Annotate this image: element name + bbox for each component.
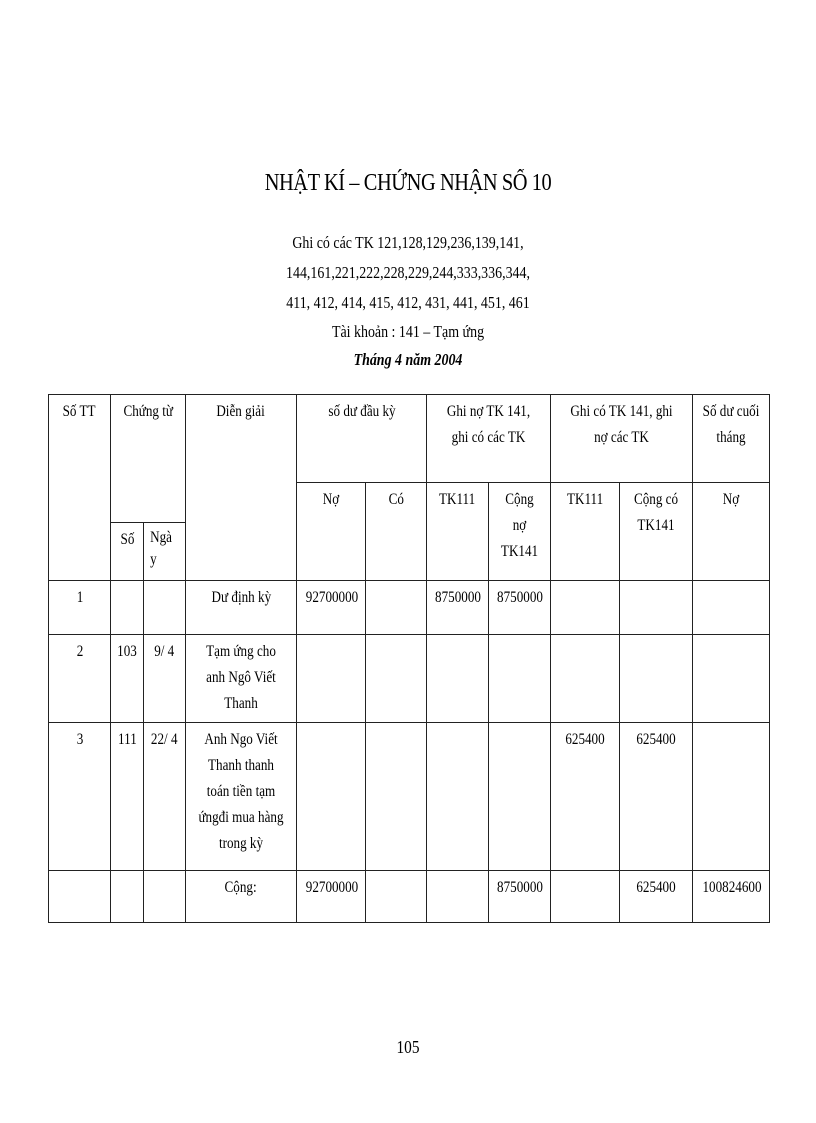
cell-tk111-co	[551, 871, 620, 923]
cell-tk111-no	[427, 871, 489, 923]
cell-dien-giai: Cộng:	[186, 871, 297, 923]
cell-cong-co	[620, 581, 693, 635]
subtitle-line-3: 411, 412, 414, 415, 412, 431, 441, 451, 461	[286, 293, 530, 312]
cell-ngay	[144, 871, 186, 923]
table-row	[49, 723, 770, 871]
cell-stt: 2	[49, 635, 111, 723]
header-co: Có	[366, 483, 427, 581]
header-no: Nợ	[297, 483, 366, 581]
cell-no-cuoi	[693, 723, 770, 871]
cell-no-dau: 92700000	[297, 581, 366, 635]
header-dien-giai: Diễn giải	[186, 395, 297, 581]
ledger-table	[48, 394, 770, 923]
header-so: Số	[111, 523, 144, 581]
cell-stt	[49, 871, 111, 923]
cell-co-dau	[366, 723, 427, 871]
header-so-du-dau-ky: số dư đầu kỳ	[297, 395, 427, 483]
cell-no-cuoi: 100824600	[693, 871, 770, 923]
cell-no-cuoi	[693, 581, 770, 635]
header-tk111-co: TK111	[551, 483, 620, 581]
page-number: 105	[396, 1037, 420, 1057]
month-line: Tháng 4 năm 2004	[353, 350, 463, 369]
cell-no-cuoi	[693, 635, 770, 723]
cell-cong-no	[489, 723, 551, 871]
table-row	[49, 635, 770, 723]
account-line: Tài khoản : 141 – Tạm ứng	[331, 322, 485, 341]
cell-cong-co: 625400	[620, 723, 693, 871]
header-ghi-co: Ghi có TK 141, ghi nợ các TK	[551, 395, 693, 483]
cell-cong-no	[489, 635, 551, 723]
cell-cong-no: 8750000	[489, 581, 551, 635]
header-ngay: Ngà y	[144, 523, 186, 581]
header-cong-no: Cộng nợ TK141	[489, 483, 551, 581]
cell-cong-co	[620, 635, 693, 723]
cell-no-dau	[297, 635, 366, 723]
cell-co-dau	[366, 635, 427, 723]
cell-tk111-co	[551, 635, 620, 723]
cell-tk111-no	[427, 635, 489, 723]
header-row-1	[49, 395, 770, 483]
cell-co-dau	[366, 871, 427, 923]
cell-so	[111, 581, 144, 635]
cell-ngay: 22/ 4	[144, 723, 186, 871]
cell-dien-giai: Tạm ứng cho anh Ngô Viết Thanh	[186, 635, 297, 723]
cell-stt: 1	[49, 581, 111, 635]
cell-ngay	[144, 581, 186, 635]
cell-tk111-no: 8750000	[427, 581, 489, 635]
cell-so: 111	[111, 723, 144, 871]
header-stt: Số TT	[49, 395, 111, 581]
header-tk111-no: TK111	[427, 483, 489, 581]
table-row	[49, 581, 770, 635]
header-chung-tu: Chứng từ	[111, 395, 186, 523]
cell-tk111-co: 625400	[551, 723, 620, 871]
header-ghi-no: Ghi nợ TK 141, ghi có các TK	[427, 395, 551, 483]
page-title: NHẬT KÍ – CHỨNG NHẬN SỐ 10	[264, 170, 552, 196]
cell-tk111-no	[427, 723, 489, 871]
cell-no-dau	[297, 723, 366, 871]
cell-cong-co: 625400	[620, 871, 693, 923]
subtitle-line-2: 144,161,221,222,228,229,244,333,336,344,	[286, 263, 530, 282]
cell-tk111-co	[551, 581, 620, 635]
cell-dien-giai: Anh Ngo Viết Thanh thanh toán tiền tạm ứngđi mua hàng trong kỳ	[186, 723, 297, 871]
cell-so: 103	[111, 635, 144, 723]
header-cong-co: Cộng có TK141	[620, 483, 693, 581]
cell-dien-giai: Dư định kỳ	[186, 581, 297, 635]
cell-co-dau	[366, 581, 427, 635]
cell-no-dau: 92700000	[297, 871, 366, 923]
cell-stt: 3	[49, 723, 111, 871]
header-no-cuoi: Nợ	[693, 483, 770, 581]
header-so-du-cuoi: Số dư cuối tháng	[693, 395, 770, 483]
cell-cong-no: 8750000	[489, 871, 551, 923]
total-row	[49, 871, 770, 923]
cell-so	[111, 871, 144, 923]
subtitle-line-1: Ghi có các TK 121,128,129,236,139,141,	[292, 233, 524, 252]
cell-ngay: 9/ 4	[144, 635, 186, 723]
